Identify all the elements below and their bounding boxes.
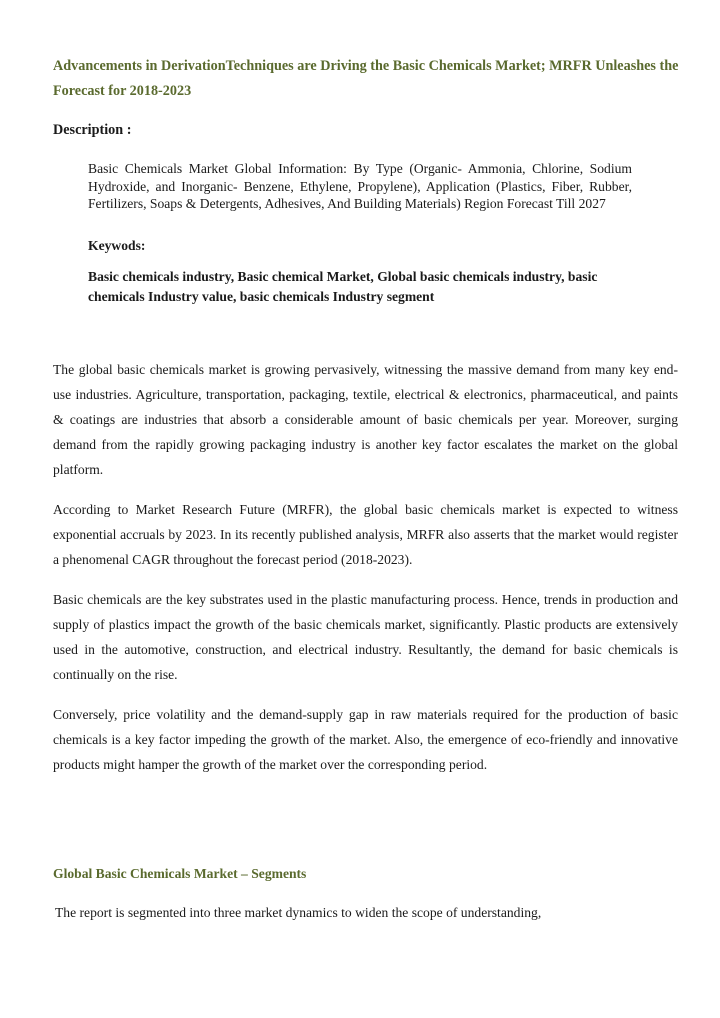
body-paragraph: Basic chemicals are the key substrates used in the plastic manufacturing process. Hence, trends in production and supply of plastics impact the growth of the basic chemicals market, significantly. Plastic products are extensively used in the automotive, construction, and electrical industry. Resultantly, the demand for basic chemicals is continually on the rise. bbox=[53, 592, 678, 682]
keywords-text: Basic chemicals industry, Basic chemical Market, Global basic chemicals industry, basic chemicals Industry value, basic chemicals Industry segment bbox=[88, 269, 598, 304]
keywords-heading: Keywods: bbox=[88, 238, 146, 253]
body-paragraph: The global basic chemicals market is growing pervasively, witnessing the massive demand from many key end-use industries. Agriculture, transportation, packaging, textile, electrical & electronics, pharmaceutical, and paints & coatings are industries that absorb a considerable amount of basic chemicals per year. Moreover, surging demand from the rapidly growing packaging industry is another key factor escalates the market on the global platform. bbox=[53, 362, 678, 477]
segments-heading: Global Basic Chemicals Market – Segments bbox=[53, 866, 307, 881]
body-paragraph: Conversely, price volatility and the demand-supply gap in raw materials required for the production of basic chemicals is a key factor impeding the growth of the market. Also, the emergence of eco-friendly and innovative products might hamper the growth of the market over the corresponding period. bbox=[53, 707, 678, 772]
body-paragraph: According to Market Research Future (MRFR), the global basic chemicals market is expected to witness exponential accruals by 2023. In its recently published analysis, MRFR also asserts that the market would register a phenomenal CAGR throughout the forecast period (2018-2023). bbox=[53, 502, 678, 567]
document-title: Advancements in DerivationTechniques are Driving the Basic Chemicals Market; MRFR Unleashes the Forecast for 2018-2023 bbox=[53, 58, 679, 99]
description-heading: Description : bbox=[53, 122, 132, 138]
segments-text: The report is segmented into three market dynamics to widen the scope of understanding, bbox=[55, 905, 542, 920]
description-text: Basic Chemicals Market Global Information: By Type (Organic- Ammonia, Chlorine, Sodium Hydroxide, and Inorganic- Benzene, Ethylene, Propylene), Application (Plastics, Fiber, Rubber, Fertilizers, Soaps & Detergents, Adhesives, And Building Materials) Region Forecast Till 2027 bbox=[88, 161, 632, 211]
